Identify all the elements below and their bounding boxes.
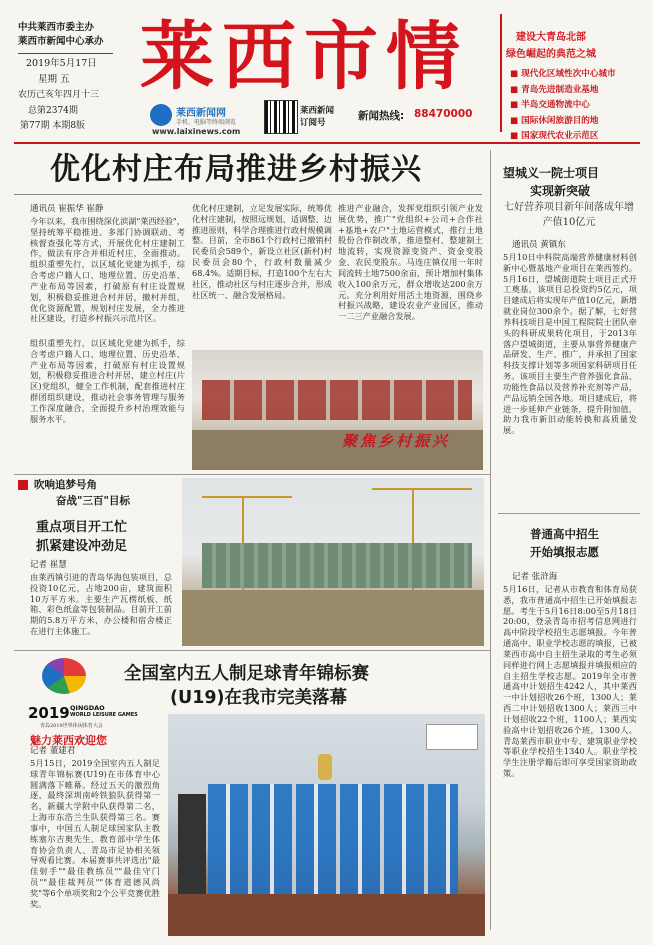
- photo-caption-sign: 聚焦乡村振兴: [342, 432, 451, 450]
- slogan-line-2: 绿色崛起的典范之城: [506, 49, 596, 60]
- lead-col-2: 组织重塑先行，以区域化党建为抓手，综合考虑户籍人口、地理位置、历史沿革、产业布局等因素，打破原有村庄设置规划，积极稳妥推进合村并居，建立村庄(片区)党组织，健全工作机制，配套推进村庄群团组织建设，推动社会事务管理与服务工作深度融合，全面提升乡村治理效能与服务水平。: [30, 338, 185, 424]
- slogan-item: ■ 半岛交通物流中心: [510, 100, 590, 110]
- building-frame: [202, 543, 472, 588]
- hotline-label: 新闻热线:: [358, 110, 405, 122]
- ground: [182, 590, 484, 646]
- qr-label-2: 订阅号: [300, 118, 326, 128]
- lead-photo: [192, 350, 483, 470]
- sidebar-head-2: 实现新突破: [530, 184, 591, 198]
- date-line: 2019年5月17日: [26, 58, 97, 69]
- divider: [498, 513, 640, 514]
- subfeature-kicker-2: 奋战"三百"目标: [56, 495, 130, 507]
- recruit-head-1: 普通高中招生: [530, 527, 599, 541]
- lead-col-3: 优化村庄建制，立足发展实际，统筹优化村庄建制，按照远规划、适调整、边推进原则，科学合理推进行政村规模调整。目前，全市861个行政村已撤销村民委员会589个，新设立社区(新村)村民委员会80个，行政村数量减少68.4%。适期目标，打造100个左右大社区，推动社区与村庄逐步合并，形成社区统一、融合发展格局。: [192, 203, 332, 300]
- sponsor-1: 中共莱西市委主办: [18, 22, 95, 33]
- weekday: 星期 五: [38, 74, 70, 85]
- slogan-list: [510, 67, 616, 145]
- event-byline: 记者 董建君: [30, 746, 76, 756]
- players-group: [208, 784, 458, 894]
- lead-col-1: 今年以来，我市围绕深化滨湖"莱西经验"，坚持统筹平稳推进、多部门协调联动、考核督查强化等方式，开展优化村庄建制工作，做法有序合并相近村庄，全面推动。组织重塑先行，以区域化党建为抓手，综合考虑户籍人口、地理位置、历史沿革、产业布局等因素，打破原有村庄设置规划，积极稳妥推进合村并居，撤村并组，优化资源配置，规划村庄发展，全力推进社区建设，打造乡村振兴示范片区。: [30, 216, 185, 324]
- lead-byline: 通讯员 崔振华 崔静: [30, 204, 104, 214]
- sponsor-board: [426, 724, 478, 750]
- crane-arm: [202, 496, 292, 498]
- divider: [14, 194, 482, 195]
- recruit-head-2: 开始填报志愿: [530, 545, 599, 559]
- lead-col-4: 推进产业融合，发挥党组织引领产业发展优势，推广"党组织+公司+合作社+基地+农户"土地运营模式，推行土地股份合作制改革，推进整村、整建制土地流转，实现资源变资产、资金变股金、农民变股东。马连庄镇仅用一年时间流转土地7500余亩，预计增加村集体收入100余万元，群众增收达200余万元。充分利用好用活土地资源，围绕乡村振兴战略，建设农业产业园区，推动一二三产业融合发展。: [338, 203, 483, 322]
- website-sub: 手机、电脑等终端浏览: [176, 119, 237, 126]
- divider: [18, 53, 113, 54]
- sponsor-2: 莱西市新闻中心承办: [18, 36, 104, 47]
- sidebar-head-1: 望城义一院士项目: [503, 166, 600, 180]
- slogan-item: ■ 国际休闲旅游目的地: [510, 115, 599, 126]
- square-bullet-icon: [18, 480, 28, 490]
- recruit-byline: 记者 张浒海: [512, 572, 558, 582]
- games-logo-icon: [42, 658, 86, 694]
- event-headline-1: 全国室内五人制足球青年锦标赛: [124, 664, 369, 684]
- subfeature-title-1: 重点项目开工忙: [36, 520, 128, 535]
- slogan-item: ■ 现代化区域性次中心城市: [510, 69, 616, 79]
- crane-arm: [372, 488, 472, 490]
- qr-code-icon: [264, 100, 298, 134]
- logo-cn: 青岛2019世界休闲体育大会: [40, 723, 103, 729]
- sidebar-body: 5月10日中科院高端营养健康材料创新中心暨基地产业项目在莱西签约。5月16日，望城街道院士项目正式开工奠基，该项目总投资约5亿元，项目建成后将实现年产值10亿元，新增就业岗位300余个。据了解，七好营养科技项目是中国工程院院士团队牵头的科研成果转化项目，于2013年落户望城街道，主要从事营养健康产品研发、生产、推广，并承担了国家科技支撑计划等多项国家科研项目任务。该项目主要生产营养强化食品、功能性食品以及营养补充剂等产品，产品远销全国各地。项目建成后，将进一步延伸产业链条，提升附加值，助力我市新旧动能转换和高质量发展。: [503, 252, 637, 436]
- lunar-date: 农历己亥年四月十三: [18, 90, 100, 100]
- globe-icon: [150, 104, 172, 126]
- hotline-number: 88470000: [414, 108, 473, 120]
- logo-name: QINGDAO: [70, 704, 105, 712]
- event-headline-2: (U19)在我市完美落幕: [170, 688, 348, 708]
- website-url[interactable]: www.laixinews.com: [152, 127, 241, 136]
- logo-year: 2019: [28, 704, 70, 722]
- slogan-item: ■ 青岛先进制造业基地: [510, 84, 599, 95]
- subfeature-body: 由莱西镇引进的青岛华海包装项目，总投资10亿元，占地200亩，建筑面积10万平方米。主要生产瓦楞纸板、纸箱、彩色纸盒等包装制品。目前开工前期的5.8万平方米，办公楼和宿舍楼正在进行主体施工。: [30, 572, 172, 637]
- newspaper-title: 莱西市情: [140, 14, 468, 100]
- sidebar-subhead: 七好营养项目新年间落成年增产值10亿元: [504, 202, 634, 228]
- building-row: [202, 380, 472, 420]
- issue-total: 总第2374期: [28, 106, 78, 116]
- logo-sub: WORLD LEISURE GAMES: [70, 712, 138, 718]
- slogan-item: ■ 国家现代农业示范区: [510, 131, 599, 141]
- website-name: 莱西新闻网: [176, 108, 226, 119]
- divider: [14, 474, 490, 475]
- lead-headline: 优化村庄布局推进乡村振兴: [50, 152, 422, 187]
- subfeature-kicker: 吹响追梦号角: [34, 479, 97, 491]
- masthead-rule: [14, 142, 640, 144]
- divider: [14, 650, 490, 651]
- court-floor: [168, 894, 485, 936]
- qr-label-1: 莱西新闻: [300, 106, 335, 116]
- subfeature-byline: 记者 崔慧: [30, 560, 67, 570]
- subfeature-title-2: 抓紧建设冲劲足: [36, 539, 128, 554]
- sidebar-byline: 通讯员 黄镇东: [512, 240, 566, 250]
- logo-tagline: 魅力莱西欢迎您: [30, 734, 107, 747]
- football-team-photo: [168, 714, 485, 936]
- trophy-icon: [318, 754, 332, 780]
- event-body: 5月15日，2019全国室内五人制足球青年锦标赛(U19)在市体育中心圆满落下帷幕。经过五天的激烈角逐，最终深圳南岭铁狼队获得第一名，新疆大学附中队获得第二名，上海市东浩兰生队获得第三名。赛事中，中国五人制足球国家队主教练塞尔吉奥先生、教育部中学生体育协会负责人、青岛市足协相关领导观看比赛。本届赛事共评选出"最佳射手""最佳教练员""最佳守门员""最佳裁判员""体育道德风尚奖"等6个单项奖和2个公平竞赛优胜奖。: [30, 758, 160, 909]
- column-rule: [490, 150, 491, 930]
- recruit-body: 5月16日，记者从市教育和体育局获悉，我市普通高中招生已开始填报志愿。考生于5月16日8:00至5月18日20:00，登录青岛市招考信息网进行高中阶段学校招生志愿填报。今年普通高中、职业学校志愿的填报，已被莱西市高中自主招生录取的考生必须同样进行网上志愿填报并填报相应的自主招生学校志愿。2019年全市普通高中计划招生4242人，其中莱西一中计划招收26个班，1300人；莱西二中计划招收1300人；莱西三中计划招收22个班，1100人；莱西实验高中计划招收26个班，1300人。青岛莱西市职业中专、建筑职业学校等职业学校招生1340人。职业学校学生注册学籍后即可享受国家资助政策。: [503, 584, 637, 779]
- slogan-line-1: 建设大青岛北部: [516, 32, 586, 43]
- construction-photo: [182, 478, 484, 646]
- issue-local: 第77期 本期8版: [20, 121, 86, 131]
- slogan-box: [500, 14, 642, 141]
